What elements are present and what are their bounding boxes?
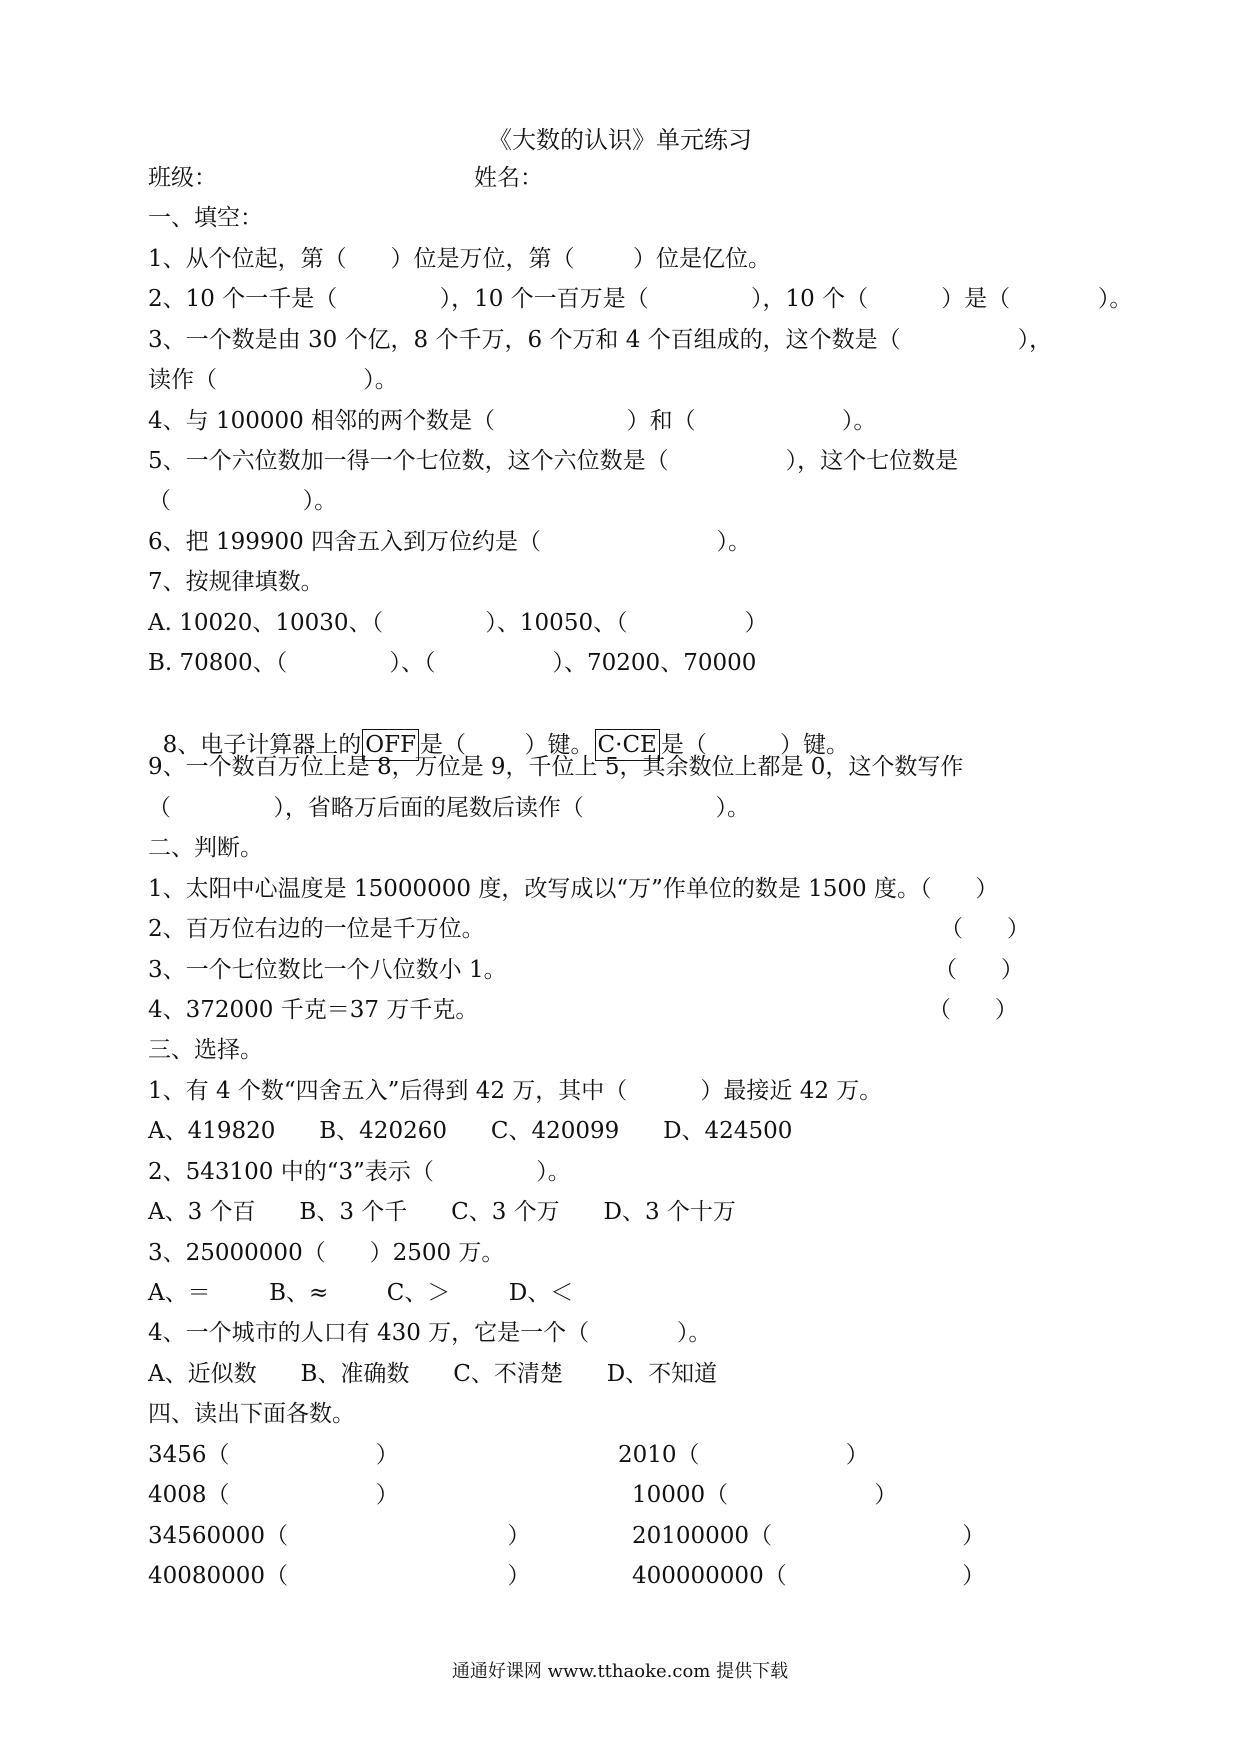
- choice-options-3: A、＝ B、≈ C、＞ D、＜: [148, 1280, 574, 1306]
- c-ce-key-box: C·CE: [595, 729, 660, 761]
- section-4-heading: 四、读出下面各数。: [148, 1401, 355, 1427]
- page-title: 《大数的认识》单元练习: [488, 126, 752, 154]
- fill-question-7b: B. 70800、（ ）、（ ）、70200、70000: [148, 650, 757, 676]
- choice-question-2: 2、543100 中的“3”表示（ ）。: [148, 1159, 571, 1185]
- q8-text-mid: 是（ ）键。: [420, 732, 594, 758]
- q8-text-post: 是（ ）键。: [660, 732, 849, 758]
- fill-question-9-line-2: （ ），省略万后面的尾数后读作（ ）。: [148, 795, 750, 821]
- judge-question-3: 3、一个七位数比一个八位数小 1。: [148, 957, 507, 983]
- fill-question-4: 4、与 100000 相邻的两个数是（ ）和（ ）。: [148, 408, 877, 434]
- choice-question-1: 1、有 4 个数“四舍五入”后得到 42 万，其中（ ）最接近 42 万。: [148, 1078, 883, 1104]
- fill-question-2: 2、10 个一千是（ ），10 个一百万是（ ），10 个（ ）是（ ）。: [148, 286, 1133, 312]
- read-number-row2-left: 4008（ ）: [148, 1482, 399, 1508]
- off-key-box: OFF: [362, 729, 419, 761]
- read-number-row2-right: 10000（ ）: [632, 1482, 898, 1508]
- section-2-heading: 二、判断。: [148, 835, 263, 861]
- judge-answer-paren-2: （ ）: [940, 916, 1030, 942]
- fill-question-5-line-1: 5、一个六位数加一得一个七位数，这个六位数是（ ），这个七位数是: [148, 448, 959, 474]
- fill-question-3-line-1: 3、一个数是由 30 个亿，8 个千万，6 个万和 4 个百组成的，这个数是（ ），: [148, 327, 1053, 353]
- fill-question-1: 1、从个位起，第（ ）位是万位，第（ ）位是亿位。: [148, 246, 771, 272]
- choice-options-2: A、3 个百 B、3 个千 C、3 个万 D、3 个十万: [148, 1199, 736, 1225]
- fill-question-3-line-2: 读作（ ）。: [148, 367, 398, 393]
- class-label: 班级：: [148, 165, 217, 191]
- footer-source: 通通好课网 www.tthaoke.com 提供下载: [451, 1661, 789, 1682]
- fill-question-9-line-1: 9、一个数百万位上是 8，万位是 9，千位上 5，其余数位上都是 0，这个数写作: [148, 754, 964, 780]
- judge-question-4: 4、372000 千克＝37 万千克。: [148, 997, 479, 1023]
- choice-question-4: 4、一个城市的人口有 430 万，它是一个（ ）。: [148, 1320, 712, 1346]
- read-number-row4-left: 40080000（ ）: [148, 1563, 531, 1589]
- name-label: 姓名：: [474, 165, 543, 191]
- section-1-heading: 一、填空：: [148, 205, 263, 231]
- read-number-row3-left: 34560000（ ）: [148, 1523, 531, 1549]
- fill-question-5-line-2: （ ）。: [148, 488, 338, 514]
- judge-answer-paren-4: （ ）: [928, 997, 1018, 1023]
- q8-text-pre: 8、电子计算器上的: [162, 732, 362, 758]
- judge-question-2: 2、百万位右边的一位是千万位。: [148, 916, 485, 942]
- judge-question-1: 1、太阳中心温度是 15000000 度，改写成以“万”作单位的数是 1500 度。（ ）: [148, 876, 999, 902]
- choice-options-4: A、近似数 B、准确数 C、不清楚 D、不知道: [148, 1361, 718, 1387]
- read-number-row4-right: 400000000（ ）: [632, 1563, 986, 1589]
- choice-question-3: 3、25000000（ ）2500 万。: [148, 1240, 505, 1266]
- choice-options-1: A、419820 B、420260 C、420099 D、424500: [148, 1118, 793, 1144]
- read-number-row1-right: 2010（ ）: [618, 1442, 869, 1468]
- fill-question-8: [148, 699, 849, 758]
- read-number-row1-left: 3456（ ）: [148, 1442, 399, 1468]
- fill-question-7a: A. 10020、10030、（ ）、10050、（ ）: [148, 610, 768, 636]
- fill-question-6: 6、把 199900 四舍五入到万位约是（ ）。: [148, 529, 752, 555]
- judge-answer-paren-3: （ ）: [934, 957, 1024, 983]
- section-3-heading: 三、选择。: [148, 1037, 263, 1063]
- fill-question-7: 7、按规律填数。: [148, 569, 324, 595]
- read-number-row3-right: 20100000（ ）: [632, 1523, 986, 1549]
